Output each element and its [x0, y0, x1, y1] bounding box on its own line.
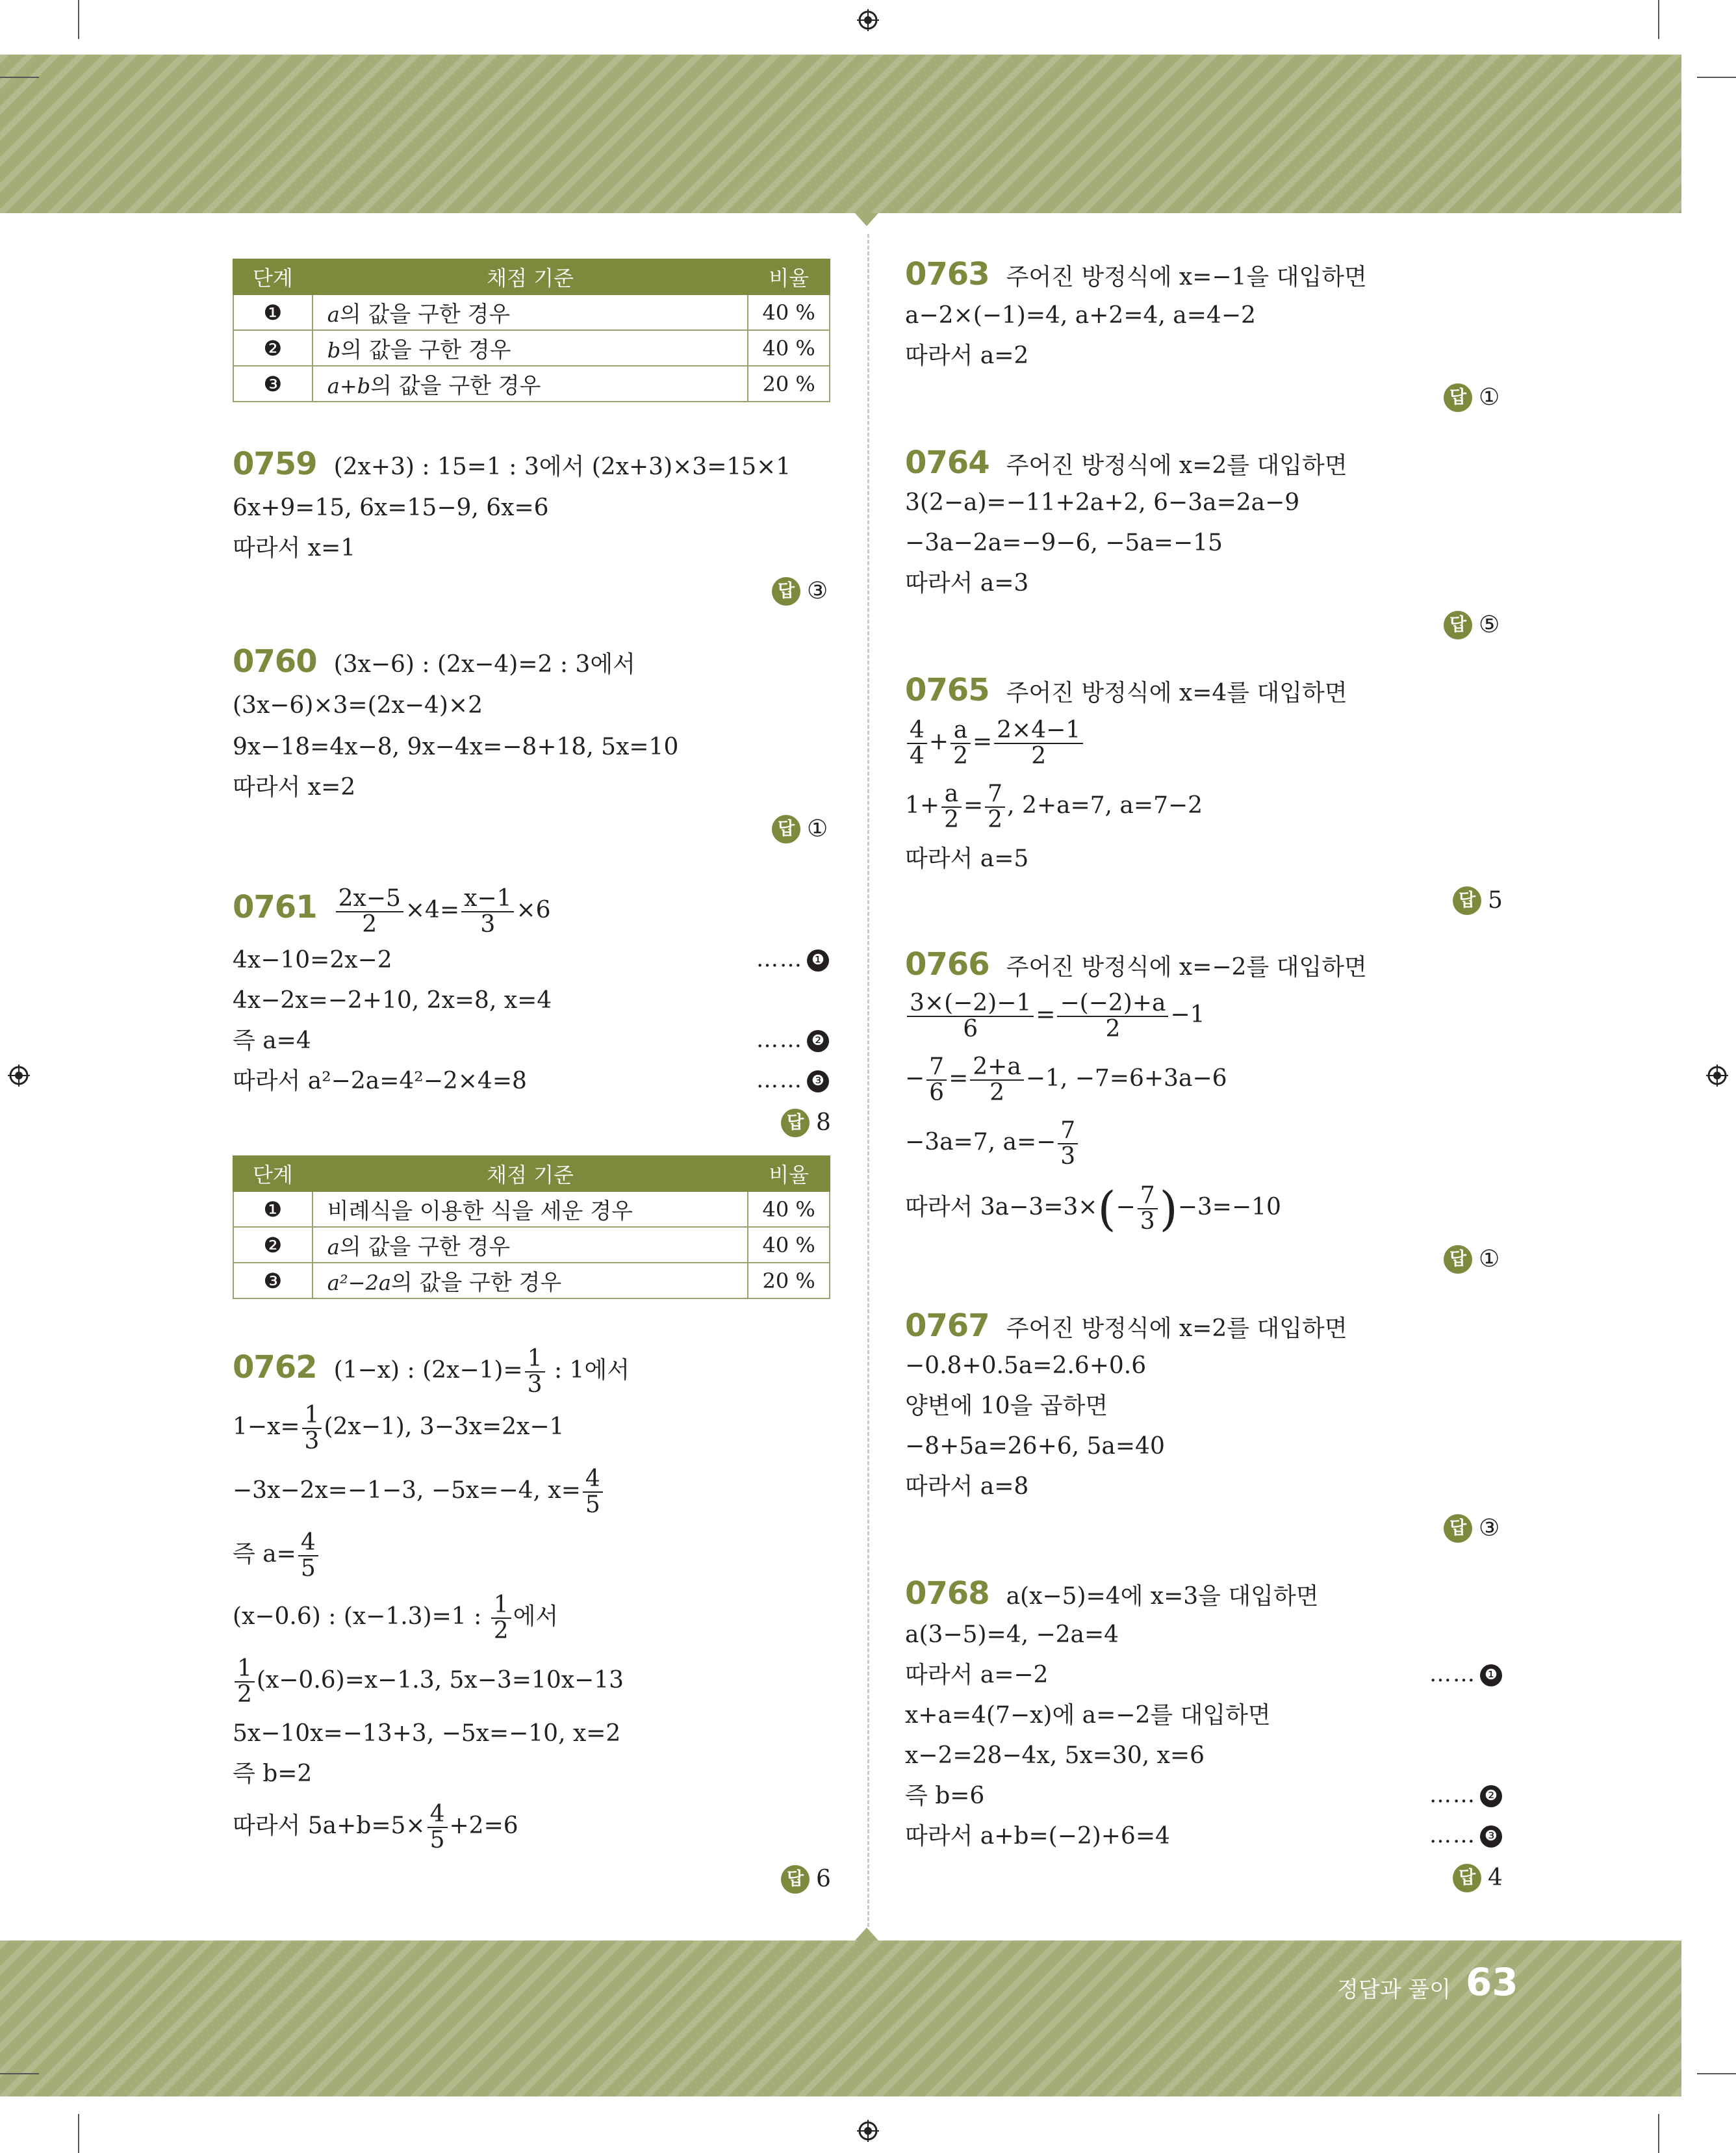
criterion-var: a — [327, 1235, 340, 1259]
answer-0766 — [1444, 1244, 1500, 1274]
problem-0762-line-6 — [233, 1652, 624, 1709]
problem-0766-line-5 — [905, 1179, 1281, 1237]
numerator: x−1 — [461, 886, 514, 912]
solution-text: 따라서 3a−3=3× — [905, 1194, 1098, 1220]
solution-text: (2x−1), 3−3x=2x−1 — [324, 1413, 565, 1440]
problem-0760-line-3: 9x−18=4x−8, 9x−4x=−8+18, 5x=10 — [233, 734, 679, 760]
fraction — [1058, 1118, 1078, 1169]
denominator: 2 — [989, 1079, 1004, 1106]
numerator: 4 — [907, 718, 927, 744]
problem-0762-line-1 — [233, 1337, 630, 1400]
problem-0761-line-1 — [233, 879, 551, 939]
problem-0768-line-2: a(3−5)=4, −2a=4 — [905, 1621, 1119, 1648]
denominator: 2 — [362, 911, 377, 938]
numerator: 2+a — [970, 1055, 1024, 1081]
footer-section-label: 정답과 풀이 — [1337, 1977, 1451, 2003]
leader-dots: …… — [1429, 1661, 1476, 1687]
table-header-ratio: 비율 — [748, 259, 830, 294]
fraction — [951, 718, 971, 769]
table-cell-ratio: 40 % — [748, 1227, 830, 1263]
answer-value: ① — [1479, 384, 1500, 411]
criterion-text: 의 값을 구한 경우 — [340, 337, 511, 363]
crop-mark — [0, 77, 39, 78]
denominator: 3 — [1140, 1208, 1155, 1235]
table-cell-criterion — [313, 330, 748, 366]
table-cell-ratio: 20 % — [748, 366, 830, 402]
solution-text: ×6 — [516, 897, 551, 923]
problem-0762-line-3 — [233, 1462, 605, 1519]
criterion-text: 의 값을 구한 경우 — [370, 373, 541, 399]
step-number: ❶ — [807, 949, 829, 972]
problem-0766-line-1 — [905, 946, 1367, 983]
header-notch — [855, 213, 878, 226]
problem-0762-line-8: 즉 b=2 — [233, 1760, 313, 1787]
registration-mark-icon — [8, 1064, 30, 1087]
solution-text: 주어진 방정식에 x=2를 대입하면 — [1006, 452, 1347, 479]
problem-0765-line-3 — [905, 777, 1203, 834]
answer-value: 6 — [816, 1866, 831, 1892]
fraction — [235, 1657, 255, 1707]
problem-0765-line-1 — [905, 672, 1347, 708]
fraction — [583, 1467, 603, 1517]
criterion-var: a+b — [327, 374, 371, 398]
footer-notch — [855, 1927, 878, 1940]
answer-0760 — [772, 814, 828, 844]
denominator: 3 — [527, 1371, 542, 1398]
numerator: −(−2)+a — [1057, 991, 1168, 1017]
problem-number: 0762 — [233, 1349, 317, 1386]
fraction — [907, 991, 1034, 1042]
table-row — [233, 1191, 830, 1227]
denominator: 5 — [585, 1491, 600, 1518]
answer-0765 — [1453, 885, 1503, 915]
solution-text: (3x−6) : (2x−4)=2 : 3에서 — [333, 651, 635, 678]
solution-text: a(x−5)=4에 x=3을 대입하면 — [1006, 1583, 1319, 1610]
fraction — [336, 886, 403, 937]
table-cell-ratio: 40 % — [748, 294, 830, 330]
fraction — [461, 886, 514, 937]
criterion-var: b — [327, 338, 341, 363]
problem-0762-line-9 — [233, 1798, 518, 1855]
answer-badge: 답 — [1444, 1514, 1472, 1543]
denominator: 3 — [304, 1428, 320, 1454]
denominator: 2 — [237, 1681, 252, 1708]
numerator: 4 — [298, 1530, 318, 1556]
problem-0768-line-3: 따라서 a=−2 — [905, 1662, 1049, 1688]
registration-mark-icon — [857, 9, 879, 31]
leader-dots: …… — [756, 1027, 803, 1053]
problem-number: 0764 — [905, 445, 989, 481]
numerator: 7 — [1138, 1183, 1158, 1209]
answer-badge: 답 — [772, 577, 800, 606]
crop-mark — [0, 2073, 39, 2074]
numerator: 1 — [491, 1593, 511, 1619]
solution-text: : 1에서 — [546, 1357, 630, 1384]
numerator: 1 — [302, 1403, 322, 1429]
crop-mark — [78, 2114, 79, 2153]
solution-text: ×4= — [405, 897, 460, 923]
crop-mark — [1697, 2073, 1736, 2074]
solution-text: 주어진 방정식에 x=4를 대입하면 — [1006, 680, 1347, 706]
problem-0765-line-2 — [905, 714, 1085, 771]
problem-0764-line-4: 따라서 a=3 — [905, 570, 1029, 597]
problem-0760-line-4: 따라서 x=2 — [233, 774, 356, 801]
crop-mark — [1658, 0, 1659, 39]
fraction — [302, 1403, 322, 1454]
problem-0764-line-2: 3(2−a)=−11+2a+2, 6−3a=2a−9 — [905, 489, 1300, 516]
problem-0762-line-7: 5x−10x=−13+3, −5x=−10, x=2 — [233, 1720, 621, 1747]
step-marker — [1429, 1782, 1502, 1808]
solution-text: −3a=7, a=− — [905, 1129, 1056, 1155]
problem-number: 0761 — [233, 889, 317, 925]
table-header-criterion: 채점 기준 — [313, 1156, 748, 1191]
table-cell-step: ❶ — [233, 1191, 313, 1227]
table-cell-criterion — [313, 294, 748, 330]
solution-text: = — [949, 1065, 969, 1092]
problem-0759-line-2: 6x+9=15, 6x=15−9, 6x=6 — [233, 495, 549, 521]
solution-text: 주어진 방정식에 x=−1을 대입하면 — [1006, 264, 1367, 290]
criterion-text: 의 값을 구한 경우 — [339, 1234, 511, 1260]
problem-0762-line-2 — [233, 1399, 564, 1456]
step-marker — [756, 946, 829, 972]
solution-text: 주어진 방정식에 x=2를 대입하면 — [1006, 1315, 1347, 1342]
answer-value: 5 — [1488, 887, 1503, 914]
table-row — [233, 366, 830, 402]
column-divider — [867, 234, 869, 1927]
problem-0761-line-5: 따라서 a²−2a=4²−2×4=8 — [233, 1068, 527, 1094]
answer-value: ① — [1479, 1246, 1500, 1272]
criterion-text: 의 값을 구한 경우 — [339, 302, 511, 328]
table-cell-criterion — [313, 1263, 748, 1298]
crop-mark — [78, 0, 79, 39]
answer-0762 — [781, 1864, 831, 1894]
problem-0768-line-1 — [905, 1575, 1319, 1612]
solution-text: −3=−10 — [1177, 1194, 1281, 1220]
problem-0763-line-3: 따라서 a=2 — [905, 342, 1029, 369]
denominator: 6 — [929, 1079, 945, 1106]
solution-text: 즉 a= — [233, 1541, 296, 1567]
numerator: 1 — [525, 1347, 545, 1373]
answer-badge: 답 — [1444, 1245, 1472, 1274]
problem-number: 0760 — [233, 643, 317, 680]
table-row — [233, 1227, 830, 1263]
fraction — [298, 1530, 318, 1581]
table-cell-step: ❸ — [233, 1263, 313, 1298]
numerator: a — [951, 718, 971, 744]
table-cell-criterion — [313, 1191, 748, 1227]
problem-0768-line-5: x−2=28−4x, 5x=30, x=6 — [905, 1742, 1205, 1769]
left-paren: ( — [1097, 1181, 1116, 1236]
fraction — [525, 1347, 545, 1397]
problem-0767-line-1 — [905, 1308, 1347, 1344]
step-marker — [756, 1067, 829, 1093]
problem-0762-line-4 — [233, 1526, 320, 1583]
leader-dots: …… — [1429, 1782, 1476, 1808]
step-number: ❸ — [807, 1070, 829, 1092]
step-number: ❷ — [807, 1030, 829, 1052]
leader-dots: …… — [756, 946, 803, 972]
table-header-criterion: 채점 기준 — [313, 259, 748, 294]
step-marker — [1429, 1822, 1502, 1848]
numerator: 3×(−2)−1 — [907, 991, 1034, 1017]
table-row — [233, 294, 830, 330]
problem-0768-line-4: x+a=4(7−x)에 a=−2를 대입하면 — [905, 1702, 1271, 1729]
step-marker — [756, 1027, 829, 1053]
solution-text: (2x+3) : 15=1 : 3에서 (2x+3)×3=15×1 — [333, 454, 791, 480]
problem-0767-line-3: 양변에 10을 곱하면 — [905, 1393, 1108, 1419]
table-cell-ratio: 20 % — [748, 1263, 830, 1298]
registration-mark-icon — [857, 2120, 879, 2142]
criterion-text: 비례식을 이용한 식을 세운 경우 — [327, 1198, 633, 1224]
step-number: ❸ — [1480, 1825, 1502, 1848]
solution-text: −1 — [1170, 1001, 1205, 1028]
registration-mark-icon — [1706, 1064, 1728, 1087]
fraction — [1057, 991, 1168, 1042]
criterion-text: 의 값을 구한 경우 — [390, 1270, 562, 1296]
crop-mark — [1658, 2114, 1659, 2153]
answer-0761 — [781, 1107, 831, 1137]
problem-0762-line-5 — [233, 1588, 558, 1645]
problem-number: 0765 — [905, 672, 989, 708]
denominator: 6 — [963, 1016, 978, 1042]
problem-0767-line-2: −0.8+0.5a=2.6+0.6 — [905, 1352, 1147, 1379]
step-number: ❶ — [1480, 1664, 1502, 1686]
solution-text: (1−x) : (2x−1)= — [333, 1357, 523, 1384]
fraction — [1138, 1183, 1158, 1234]
problem-0760-line-1 — [233, 643, 635, 680]
fraction — [985, 782, 1005, 832]
answer-value: ③ — [1479, 1515, 1500, 1541]
problem-0768-line-7: 따라서 a+b=(−2)+6=4 — [905, 1823, 1170, 1850]
answer-value: 4 — [1488, 1864, 1503, 1891]
problem-0759-line-1 — [233, 446, 791, 482]
solution-text: + — [928, 728, 949, 755]
denominator: 2 — [1031, 743, 1047, 769]
leader-dots: …… — [756, 1067, 803, 1093]
numerator: a — [941, 782, 962, 808]
answer-badge: 답 — [1453, 886, 1481, 915]
fraction — [907, 718, 927, 769]
solution-text: 1−x= — [233, 1413, 300, 1440]
answer-value: ① — [807, 816, 828, 842]
problem-0759-line-3: 따라서 x=1 — [233, 535, 356, 561]
solution-text: −3x−2x=−1−3, −5x=−4, x= — [233, 1477, 581, 1504]
denominator: 5 — [300, 1555, 316, 1582]
numerator: 2x−5 — [336, 886, 403, 912]
scoring-table-2 — [233, 1155, 830, 1299]
fraction — [994, 718, 1083, 769]
problem-0767-line-4: −8+5a=26+6, 5a=40 — [905, 1433, 1165, 1460]
numerator: 7 — [926, 1055, 947, 1081]
solution-text: (x−0.6)=x−1.3, 5x−3=10x−13 — [256, 1667, 624, 1694]
header-band — [0, 55, 1681, 213]
problem-0766-line-4 — [905, 1114, 1080, 1171]
denominator: 3 — [480, 911, 496, 938]
table-cell-ratio: 40 % — [748, 330, 830, 366]
answer-badge: 답 — [781, 1865, 810, 1894]
criterion-var: a²−2a — [327, 1270, 391, 1295]
numerator: 7 — [1058, 1118, 1078, 1144]
numerator: 2×4−1 — [994, 718, 1083, 744]
denominator: 3 — [1060, 1143, 1076, 1170]
table-cell-step: ❷ — [233, 330, 313, 366]
numerator: 1 — [235, 1657, 255, 1682]
answer-badge: 답 — [1444, 383, 1472, 412]
problem-0766-line-2 — [905, 986, 1205, 1044]
solution-text: −1, −7=6+3a−6 — [1025, 1065, 1227, 1092]
crop-mark — [1697, 77, 1736, 78]
step-marker — [1429, 1661, 1502, 1687]
problem-number: 0768 — [905, 1575, 989, 1612]
answer-0764 — [1444, 610, 1500, 639]
table-cell-step: ❷ — [233, 1227, 313, 1263]
fraction — [491, 1593, 511, 1644]
problem-0761-line-3: 4x−2x=−2+10, 2x=8, x=4 — [233, 987, 552, 1014]
solution-text: 따라서 5a+b=5× — [233, 1812, 426, 1839]
solution-text: = — [963, 792, 984, 819]
problem-number: 0759 — [233, 446, 317, 482]
problem-0764-line-1 — [905, 445, 1347, 481]
solution-text: = — [972, 728, 993, 755]
step-number: ❷ — [1480, 1785, 1502, 1807]
answer-value: ③ — [807, 578, 828, 604]
table-cell-step: ❸ — [233, 366, 313, 402]
answer-badge: 답 — [1453, 1864, 1481, 1892]
table-cell-step: ❶ — [233, 294, 313, 330]
problem-0763-line-2: a−2×(−1)=4, a+2=4, a=4−2 — [905, 302, 1256, 329]
table-cell-ratio: 40 % — [748, 1191, 830, 1227]
solution-text: = — [1036, 1001, 1056, 1028]
denominator: 5 — [429, 1827, 445, 1853]
solution-text: +2=6 — [449, 1812, 518, 1839]
answer-value: 8 — [816, 1109, 831, 1136]
answer-0759 — [772, 576, 828, 606]
solution-text: 1+ — [905, 792, 940, 819]
numerator: 7 — [985, 782, 1005, 808]
problem-0764-line-3: −3a−2a=−9−6, −5a=−15 — [905, 530, 1223, 556]
footer-band — [0, 1940, 1681, 2096]
problem-0761-line-4: 즉 a=4 — [233, 1027, 311, 1054]
table-row — [233, 330, 830, 366]
answer-0768 — [1453, 1863, 1503, 1892]
table-header-step: 단계 — [233, 259, 313, 294]
solution-text: − — [1116, 1194, 1136, 1220]
problem-0767-line-5: 따라서 a=8 — [905, 1473, 1029, 1500]
denominator: 2 — [944, 806, 959, 833]
numerator: 4 — [428, 1802, 448, 1828]
criterion-var: a — [327, 302, 340, 327]
problem-0768-line-6: 즉 b=6 — [905, 1783, 985, 1809]
denominator: 2 — [953, 743, 968, 769]
leader-dots: …… — [1429, 1822, 1476, 1848]
fraction — [926, 1055, 947, 1105]
page-number: 63 — [1466, 1960, 1518, 2004]
problem-0761-line-2: 4x−10=2x−2 — [233, 947, 392, 973]
answer-badge: 답 — [781, 1109, 810, 1137]
problem-0763-line-1 — [905, 256, 1367, 292]
table-header-ratio: 비율 — [748, 1156, 830, 1191]
problem-0766-line-3 — [905, 1050, 1227, 1107]
denominator: 4 — [910, 743, 925, 769]
solution-text: (x−0.6) : (x−1.3)=1 : — [233, 1603, 489, 1630]
problem-0765-line-4: 따라서 a=5 — [905, 845, 1029, 872]
table-cell-criterion — [313, 1227, 748, 1263]
denominator: 2 — [493, 1618, 509, 1644]
table-header-step: 단계 — [233, 1156, 313, 1191]
denominator: 2 — [988, 806, 1003, 833]
answer-value: ⑤ — [1479, 612, 1500, 638]
denominator: 2 — [1105, 1016, 1121, 1042]
fraction — [970, 1055, 1024, 1105]
solution-text: , 2+a=7, a=7−2 — [1007, 792, 1203, 819]
answer-badge: 답 — [1444, 611, 1472, 639]
answer-0763 — [1444, 382, 1500, 412]
problem-number: 0766 — [905, 946, 989, 983]
problem-0760-line-2: (3x−6)×3=(2x−4)×2 — [233, 692, 483, 719]
answer-badge: 답 — [772, 815, 800, 844]
numerator: 4 — [583, 1467, 603, 1493]
solution-text: 주어진 방정식에 x=−2를 대입하면 — [1006, 954, 1367, 981]
fraction — [428, 1802, 448, 1853]
table-row — [233, 1263, 830, 1298]
scoring-table-1 — [233, 259, 830, 402]
fraction — [941, 782, 962, 832]
answer-0767 — [1444, 1513, 1500, 1543]
table-cell-criterion — [313, 366, 748, 402]
problem-number: 0767 — [905, 1308, 989, 1344]
solution-text: − — [905, 1065, 925, 1092]
problem-number: 0763 — [905, 256, 989, 292]
solution-text: 에서 — [513, 1603, 559, 1630]
right-paren: ) — [1159, 1181, 1178, 1236]
